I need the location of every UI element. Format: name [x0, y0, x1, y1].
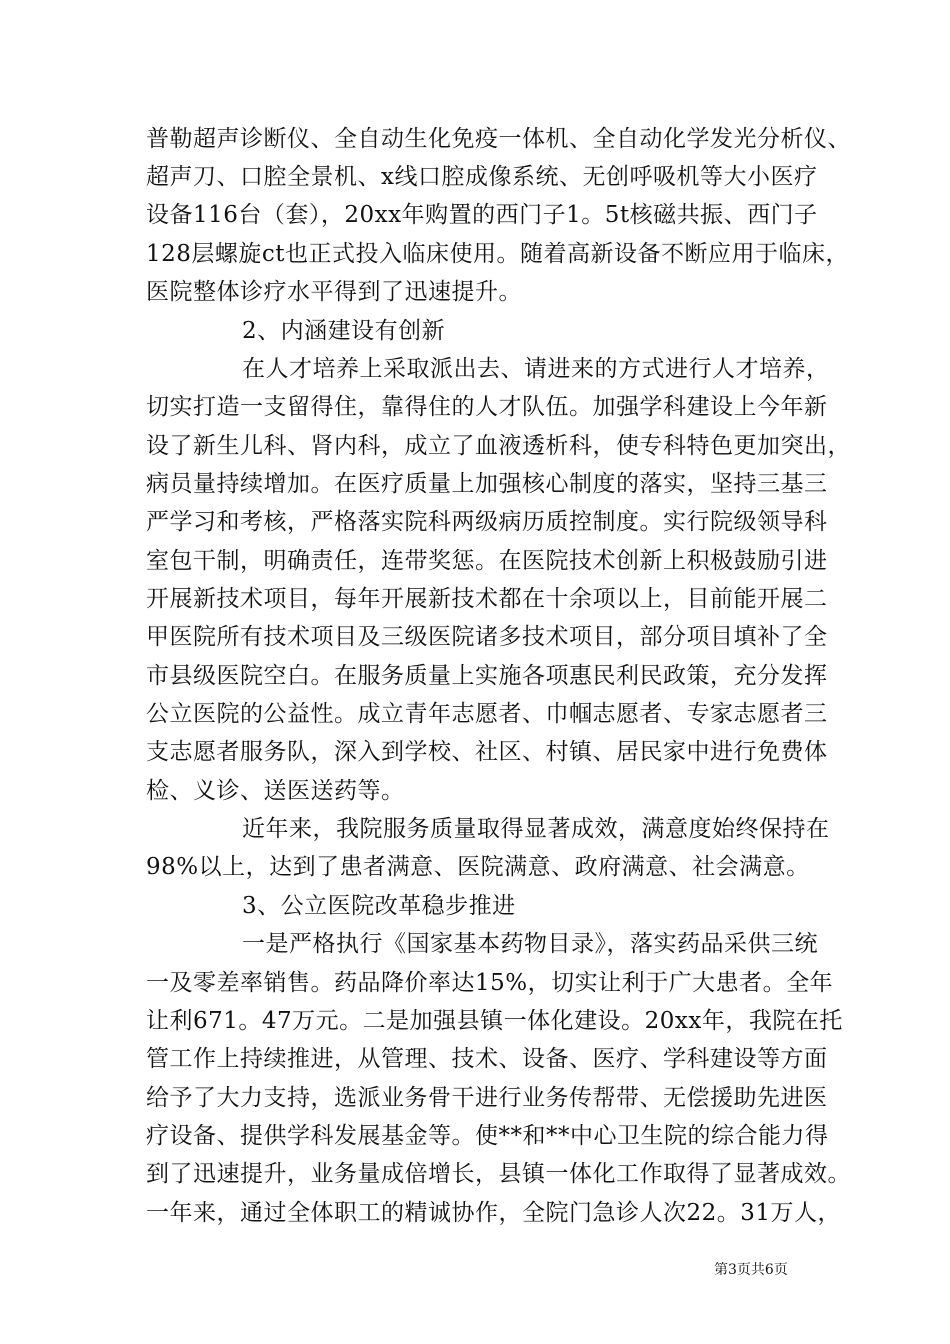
text-line: 病员量持续增加。在医疗质量上加强核心制度的落实，坚持三基三 [146, 471, 828, 497]
section-heading: 3、公立医院改革稳步推进 [242, 893, 516, 919]
text-line: 室包干制，明确责任，连带奖惩。在医院技术创新上积极鼓励引进 [146, 548, 828, 574]
text-line: 给予了大力支持，选派业务骨干进行业务传帮带、无偿援助先进医 [146, 1085, 828, 1111]
text-line: 设了新生儿科、肾内科，成立了血液透析科，使专科特色更加突出， [146, 433, 851, 459]
text-line: 疗设备、提供学科发展基金等。使**和**中心卫生院的综合能力得 [146, 1123, 829, 1149]
text-line: 普勒超声诊断仪、全自动生化免疫一体机、全自动化学发光分析仪、 [146, 126, 851, 152]
text-line: 98%以上，达到了患者满意、医院满意、政府满意、社会满意。 [146, 854, 810, 880]
text-line: 超声刀、口腔全景机、x线口腔成像系统、无创呼吸机等大小医疗 [146, 164, 818, 190]
text-line: 切实打造一支留得住，靠得住的人才队伍。加强学科建设上今年新 [146, 394, 828, 420]
text-line: 检、义诊、送医送药等。 [146, 778, 405, 804]
text-line: 一年来，通过全体职工的精诚协作，全院门急诊人次22。31万人， [146, 1200, 842, 1226]
text-line: 严学习和考核，严格落实院科两级病历质控制度。实行院级领导科 [146, 509, 828, 535]
text-line: 一及零差率销售。药品降价率达15%，切实让利于广大患者。全年 [146, 970, 834, 996]
paragraph-first-line: 一是严格执行《国家基本药物目录》，落实药品采供三统 [242, 931, 818, 957]
text-line: 公立医院的公益性。成立青年志愿者、巾帼志愿者、专家志愿者三 [146, 701, 828, 727]
text-line: 甲医院所有技术项目及三级医院诸多技术项目，部分项目填补了全 [146, 624, 828, 650]
text-line: 管工作上持续推进，从管理、技术、设备、医疗、学科建设等方面 [146, 1046, 828, 1072]
text-line: 市县级医院空白。在服务质量上实施各项惠民利民政策，充分发挥 [146, 663, 828, 689]
section-heading: 2、内涵建设有创新 [242, 318, 446, 344]
text-line: 到了迅速提升，业务量成倍增长，县镇一体化工作取得了显著成效。 [146, 1161, 851, 1187]
text-line: 开展新技术项目，每年开展新技术都在十余项以上，目前能开展二 [146, 586, 828, 612]
paragraph-first-line: 在人才培养上采取派出去、请进来的方式进行人才培养， [242, 356, 830, 382]
text-line: 让利671。47万元。二是加强县镇一体化建设。20xx年，我院在托 [146, 1008, 843, 1034]
text-line: 128层螺旋ct也正式投入临床使用。随着高新设备不断应用于临床， [146, 241, 850, 267]
page-number-footer: 第3页共6页 [714, 1262, 788, 1278]
paragraph-first-line: 近年来，我院服务质量取得显著成效，满意度始终保持在 [242, 816, 830, 842]
text-line: 支志愿者服务队，深入到学校、社区、村镇、居民家中进行免费体 [146, 739, 828, 765]
text-line: 医院整体诊疗水平得到了迅速提升。 [146, 279, 522, 305]
text-line: 设备116台（套），20xx年购置的西门子1。5t核磁共振、西门子 [146, 202, 818, 228]
